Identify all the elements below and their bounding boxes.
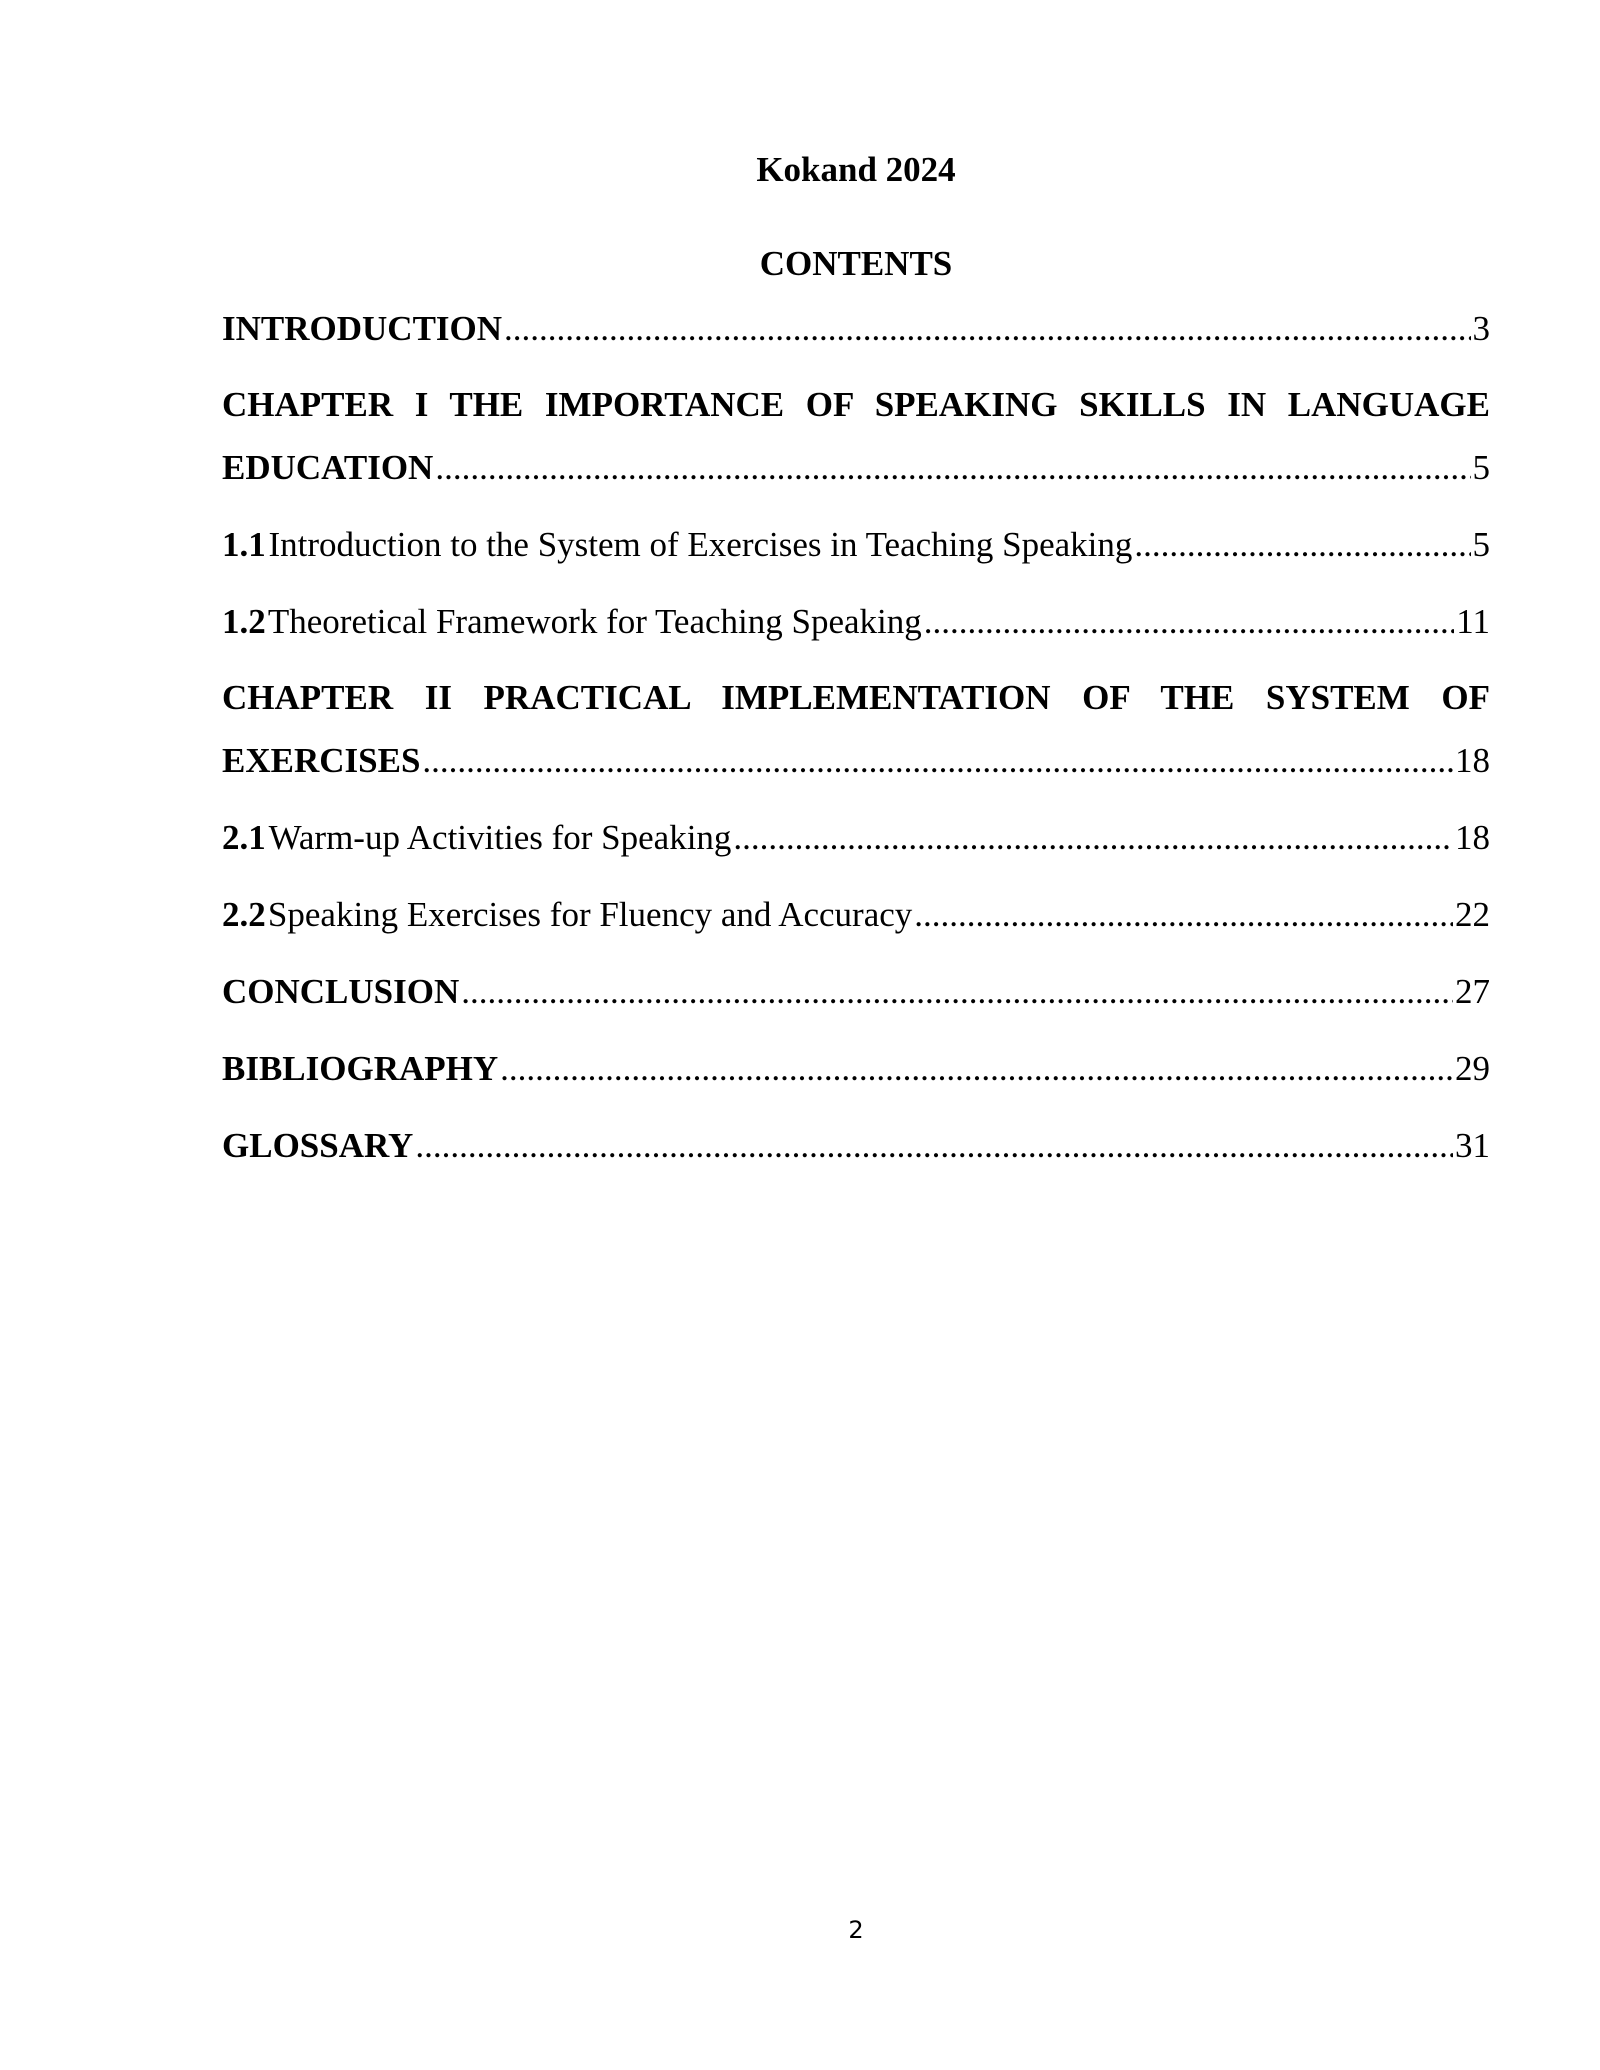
dot-leader: [924, 598, 1455, 646]
toc-entry-section-1-2[interactable]: [222, 598, 1490, 646]
dot-leader: [422, 737, 1453, 785]
toc-entry-chapter-1-title[interactable]: CHAPTER I THE IMPORTANCE OF SPEAKING SKILLS IN LANGUAGE: [222, 385, 1490, 424]
toc-page-number: 11: [1456, 602, 1490, 641]
dot-leader: [914, 891, 1453, 939]
toc-page-number: 5: [1472, 448, 1490, 487]
table-of-contents: [222, 305, 1490, 1170]
toc-entry-label: EXERCISES: [222, 741, 421, 780]
toc-entry-glossary[interactable]: [222, 1122, 1490, 1170]
toc-page-number: 29: [1455, 1049, 1490, 1088]
toc-entry-section-2-1[interactable]: [222, 814, 1490, 862]
toc-page-number: 18: [1455, 818, 1490, 857]
toc-entry-section-1-1[interactable]: [222, 521, 1490, 569]
section-title: Warm-up Activities for Speaking: [268, 818, 732, 857]
toc-entry-chapter-1[interactable]: [222, 444, 1490, 492]
toc-page-number: 18: [1455, 741, 1490, 780]
toc-entry-label: BIBLIOGRAPHY: [222, 1049, 499, 1088]
dot-leader: [1134, 521, 1470, 569]
dot-leader: [435, 444, 1470, 492]
section-number: 2.1: [222, 818, 266, 857]
toc-entry-label: EDUCATION: [222, 448, 434, 487]
dot-leader: [415, 1122, 1453, 1170]
toc-page-number: 27: [1455, 972, 1490, 1011]
section-number: 2.2: [222, 895, 266, 934]
section-number: 1.2: [222, 602, 266, 641]
toc-entry-introduction[interactable]: [222, 305, 1490, 353]
toc-page-number: 31: [1455, 1126, 1490, 1165]
page-number-footer: 2: [848, 1916, 864, 1944]
dot-leader: [733, 814, 1453, 862]
dot-leader: [504, 305, 1470, 353]
toc-entry-chapter-2-title[interactable]: CHAPTER II PRACTICAL IMPLEMENTATION OF THE SYSTEM OF: [222, 678, 1490, 717]
toc-entry-section-2-2[interactable]: [222, 891, 1490, 939]
toc-entry-bibliography[interactable]: [222, 1045, 1490, 1093]
toc-page-number: 22: [1455, 895, 1490, 934]
dot-leader: [500, 1045, 1453, 1093]
toc-entry-chapter-2[interactable]: [222, 737, 1490, 785]
toc-entry-conclusion[interactable]: [222, 968, 1490, 1016]
section-title: Introduction to the System of Exercises in Teaching Speaking: [268, 525, 1133, 564]
section-title: Speaking Exercises for Fluency and Accuracy: [267, 895, 913, 934]
toc-entry-label: CONCLUSION: [222, 972, 460, 1011]
toc-entry-label: INTRODUCTION: [222, 309, 503, 348]
toc-entry-label: GLOSSARY: [222, 1126, 414, 1165]
toc-page-number: 5: [1472, 525, 1490, 564]
section-title: Theoretical Framework for Teaching Speaking: [267, 602, 922, 641]
toc-page-number: 3: [1472, 309, 1490, 348]
section-number: 1.1: [222, 525, 266, 564]
contents-title: CONTENTS: [759, 244, 953, 283]
place-year-heading: Kokand 2024: [756, 150, 956, 189]
dot-leader: [461, 968, 1453, 1016]
